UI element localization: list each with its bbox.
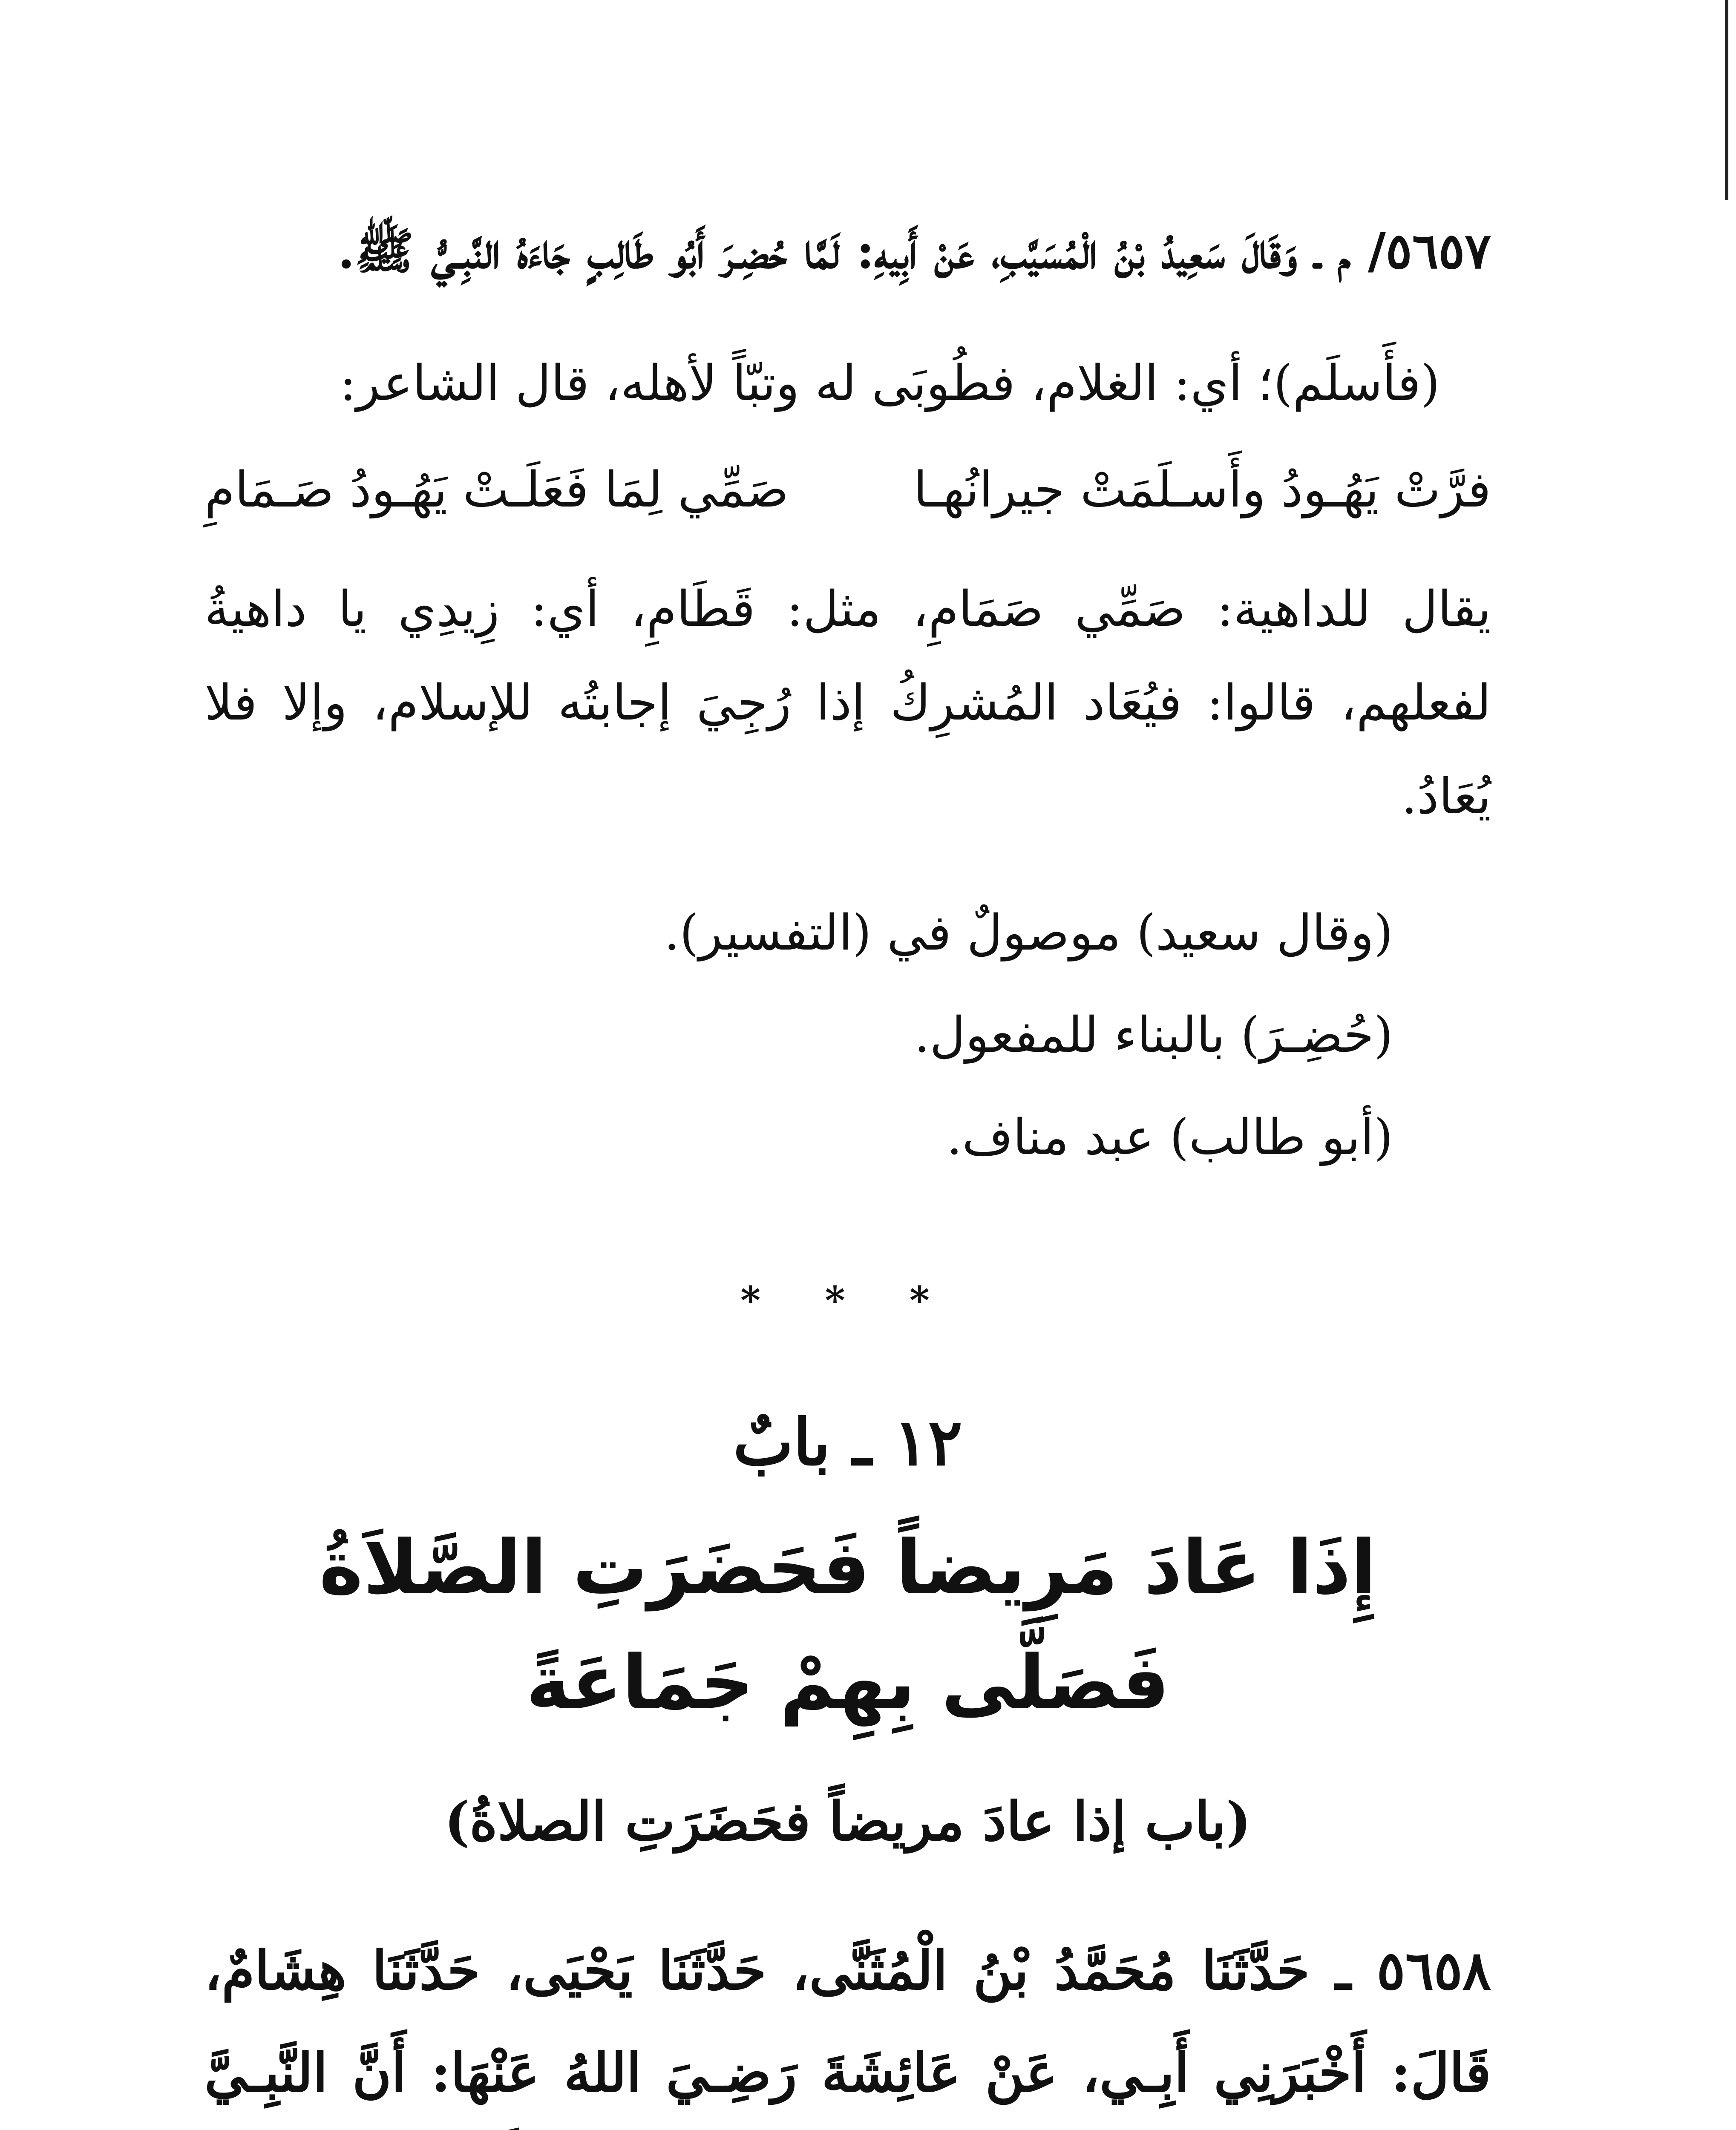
chapter-subtitle: (باب إذا عادَ مريضاً فحَضَرَتِ الصلاةُ) bbox=[444, 1790, 1251, 1853]
note-item: (حُضِـرَ) بالبناء للمفعول. bbox=[914, 1007, 1393, 1064]
hadith-5658: ٥٦٥٨ ـ حَدَّثَنَا مُحَمَّدُ بْنُ الْمُثَنَّى، حَدَّثَنَا يَحْيَى، حَدَّثَنَا هِشَامٌ، قَالَ: أَخْبَرَنِي أَبِـي، عَنْ عَائِشَةَ رَضِـيَ اللهُ عَنْهَا: أَنَّ النَّبِـيَّ bbox=[204, 1940, 1491, 2104]
chapter-number: ١٢ ـ بابٌ bbox=[733, 1405, 963, 1480]
note-item: (وقال سعيد) موصولٌ في (التفسير). bbox=[664, 904, 1393, 961]
book-page bbox=[204, 204, 1491, 2130]
commentary-explanation: يقال للداهية: صَمِّي صَمَامِ، مثل: قَطَامِ، أي: زِيدِي يا داهيةُ لفعلهم، قالوا: فيُعَاد المُشرِكُ إذا رُجِيَ إجابتُه للإسلام، وإلا فلا يُعَادُ. bbox=[204, 581, 1491, 825]
notes-list bbox=[204, 882, 1491, 1189]
section-separator: * * * bbox=[740, 1278, 955, 1323]
chapter-title: إِذَا عَادَ مَرِيضاً فَحَضَرَتِ الصَّلاَةُ فَصَلَّى بِهِمْ جَمَاعَةً bbox=[319, 1525, 1376, 1726]
hadith-5658-section bbox=[204, 1920, 1491, 2130]
commentary-section bbox=[204, 337, 1491, 430]
hadith-5657: ٥٦٥٧/ م ـ وَقَالَ سَعِيدُ بْنُ الْمُسَيَّبِ، عَنْ أَبِيهِ: لَمَّا حُضِـرَ أَبُو طَالِبٍ جَاءَهُ النَّبِـيُّ ﷺ. bbox=[337, 222, 1491, 280]
verse-first-hemistich: فرَّتْ يَهُـودُ وأَسـلَمَتْ جيرانُهـا bbox=[913, 461, 1491, 518]
commentary-aslama: (فأَسلَم)؛ أي: الغلام، فطُوبَى له وتبّاً لأهله، قال الشاعر: bbox=[340, 355, 1440, 412]
verse-second-hemistich: صَمِّي لِمَا فَعَلَـتْ يَهُـودُ صَـمَامِ bbox=[204, 461, 789, 518]
poetry-verse bbox=[204, 443, 1491, 537]
page-edge-line bbox=[1725, 0, 1728, 200]
note-item: (أبو طالب) عبد مناف. bbox=[946, 1109, 1393, 1166]
